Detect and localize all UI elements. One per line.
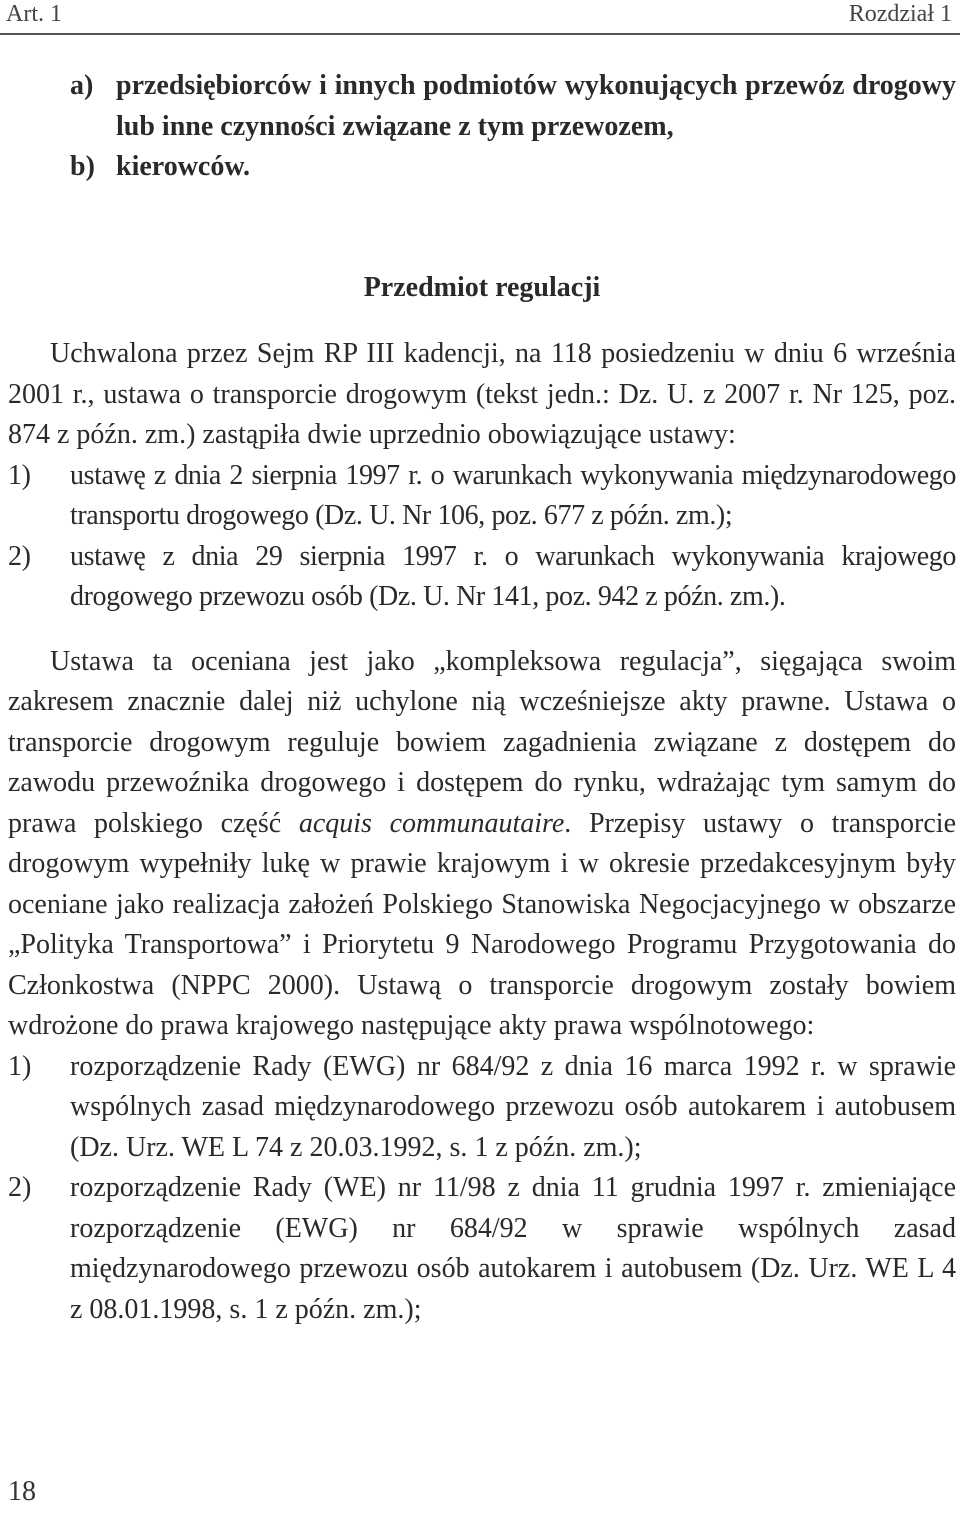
paragraph-body-part2: . Przepisy ustawy o transporcie drogowym wypełniły lukę w prawie krajowym i w okresie przedakcesyjnym były oceniane jako realizacja założeń Polskiego Stanowiska Negocjacyjnego w obszarze „Polityka Transportowa” i Priorytetu 9 Narodowego Programu Przygotowania do Członkostwa (NPPC 2000). Ustawą o transporcie drogowym zostały bowiem wdrożone do prawa krajowego następujące akty prawa wspólnotowego:	[8, 807, 957, 1041]
paragraph-intro: Uchwalona przez Sejm RP III kadencji, na 118 posiedzeniu w dniu 6 września 2001 r., ustawa o transporcie drogowym (tekst jedn.: Dz. U. z 2007 r. Nr 125, poz. 874 z późn. zm.) zastąpiła dwie uprzednio obowiązujące ustawy:	[8, 338, 956, 450]
list-marker: 1)	[8, 459, 31, 491]
header-divider	[0, 33, 960, 35]
paragraph-body	[8, 642, 956, 1047]
list-item-text: rozporządzenie Rady (EWG) nr 684/92 z dnia 16 marca 1992 r. w sprawie wspólnych zasad międzynarodowego przewozu osób autokarem i autobusem (Dz. Urz. WE L 74 z 20.03.1992, s. 1 z późn. zm.);	[70, 1050, 956, 1163]
list-marker: 2)	[8, 540, 31, 572]
intro-list	[70, 66, 956, 188]
list-item-text: ustawę z dnia 2 sierpnia 1997 r. o warunkach wykonywania międzynarodowego transportu drogowego (Dz. U. Nr 106, poz. 677 z późn. zm.);	[70, 459, 956, 531]
list-item	[8, 456, 956, 537]
list-item-text: ustawę z dnia 29 sierpnia 1997 r. o warunkach wykonywania krajowego drogowego przewozu osób (Dz. U. Nr 141, poz. 942 z późn. zm.).	[70, 540, 956, 612]
list-item	[8, 537, 956, 618]
latin-term: acquis communautaire	[298, 807, 565, 839]
page-content	[8, 66, 956, 1330]
list-item	[70, 66, 956, 147]
repealed-acts-list	[8, 456, 956, 618]
list-marker: 1)	[8, 1050, 32, 1082]
list-item	[70, 147, 956, 188]
spacer	[8, 618, 956, 642]
page-number: 18	[8, 1476, 36, 1507]
list-item-text: kierowców.	[116, 151, 251, 182]
eu-acts-list	[8, 1047, 956, 1331]
list-item	[8, 1168, 956, 1330]
paragraph-body-part1: Ustawa ta oceniana jest jako „kompleksowa regulacja”, sięgająca swoim zakresem znacznie dalej niż uchylone nią wcześniejsze akty prawne. Ustawa o transporcie drogowym reguluje bowiem zagadnienia związane z dostępem do zawodu przewoźnika drogowego i dostępem do rynku, wdrażając tym samym do prawa polskiego część	[8, 645, 956, 839]
section-title: Przedmiot regulacji	[363, 271, 601, 303]
list-item-text: rozporządzenie Rady (WE) nr 11/98 z dnia 11 grudnia 1997 r. zmieniające rozporządzenie (EWG) nr 684/92 w sprawie wspólnych zasad międzynarodowego przewozu osób autokarem i autobusem (Dz. Urz. WE L 4 z 08.01.1998, s. 1 z późn. zm.);	[70, 1172, 956, 1325]
page-header	[0, 0, 960, 32]
article-label: Art. 1	[6, 1, 62, 27]
list-marker: b)	[70, 151, 95, 182]
list-marker: 2)	[8, 1172, 32, 1203]
list-marker: a)	[70, 70, 94, 101]
list-item-text: przedsiębiorców i innych podmiotów wykonujących przewóz drogowy lub inne czynności związane z tym przewozem,	[116, 70, 956, 142]
list-item	[8, 1047, 956, 1169]
chapter-label: Rozdział 1	[848, 1, 952, 27]
